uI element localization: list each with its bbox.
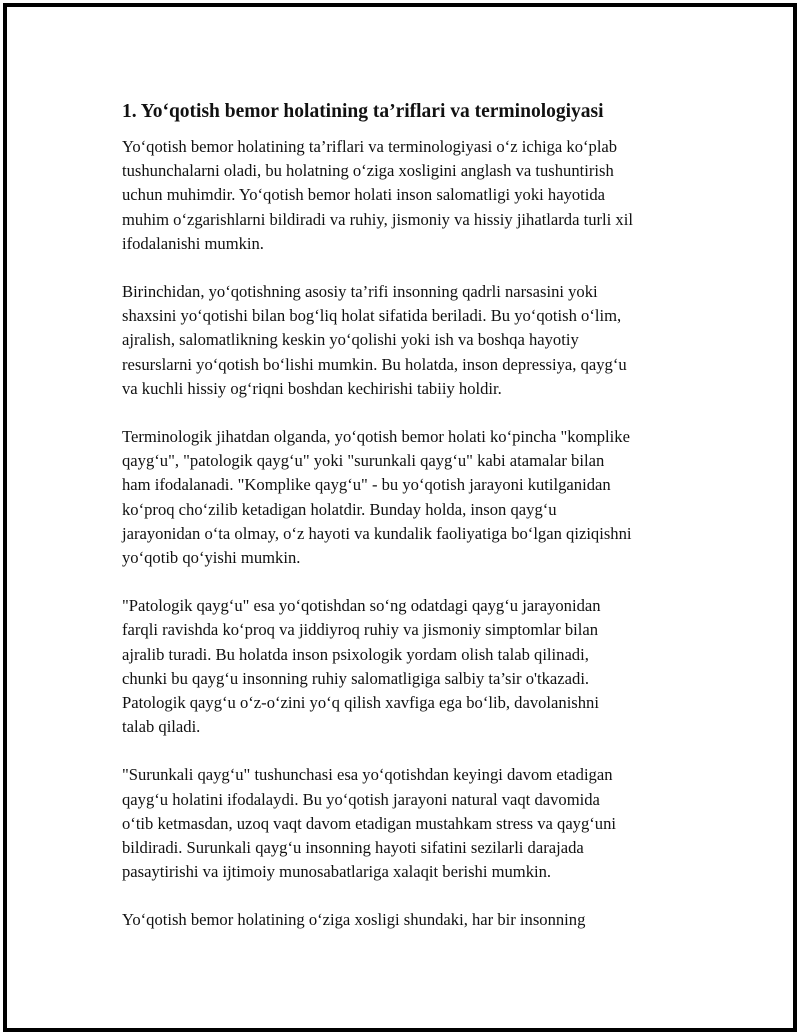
document-body	[122, 99, 702, 957]
text-line: "Surunkali qayg‘u" tushunchasi esa yo‘qotishdan keyingi davom etadigan	[122, 765, 613, 785]
text-line: muhim o‘zgarishlarni bildiradi va ruhiy, jismoniy va hissiy jihatlarda turli xil	[122, 209, 633, 229]
text-line: o‘tib ketmasdan, uzoq vaqt davom etadigan mustahkam stress va qayg‘uni	[122, 813, 617, 833]
text-line: Terminologik jihatdan olganda, yo‘qotish bemor holati ko‘pincha "komplike	[122, 427, 630, 447]
text-line: shaxsini yo‘qotishi bilan bog‘liq holat sifatida beriladi. Bu yo‘qotish o‘lim,	[122, 306, 622, 326]
text-line: ham ifodalanadi. "Komplike qayg‘u" - bu yo‘qotish jarayoni kutilganidan	[122, 475, 611, 495]
text-line: Patologik qayg‘u o‘z-o‘zini yo‘q qilish xavfiga ega bo‘lib, davolanishni	[122, 693, 599, 713]
text-line: tushunchalarni oladi, bu holatning o‘ziga xosligini anglash va tushuntirish	[122, 161, 614, 181]
text-line: va kuchli hissiy og‘riqni boshdan kechirishi tabiiy holdir.	[122, 378, 502, 398]
paragraph	[122, 425, 702, 570]
text-line: Birinchidan, yo‘qotishning asosiy ta’rifi insonning qadrli narsasini yoki	[122, 282, 598, 302]
paragraph	[122, 594, 702, 739]
text-line: resurslarni yo‘qotish bo‘lishi mumkin. Bu holatda, inson depressiya, qayg‘u	[122, 354, 627, 374]
text-line: ajralib turadi. Bu holatda inson psixologik yordam olish talab qilinadi,	[122, 644, 589, 664]
section-heading: 1. Yo‘qotish bemor holatining ta’riflari va terminologiyasi	[122, 101, 604, 122]
text-line: jarayonidan o‘ta olmay, o‘z hayoti va kundalik faoliyatiga bo‘lgan qiziqishni	[122, 523, 632, 543]
text-line: ajralish, salomatlikning keskin yo‘qolishi yoki ish va boshqa hayotiy	[122, 330, 579, 350]
paragraph	[122, 763, 702, 884]
text-line: farqli ravishda ko‘proq va jiddiyroq ruhiy va jismoniy simptomlar bilan	[122, 620, 599, 640]
page-frame	[3, 3, 797, 1032]
text-line: chunki bu qayg‘u insonning ruhiy salomatligiga salbiy ta’sir o'tkazadi.	[122, 668, 590, 688]
text-line: qayg‘u", "patologik qayg‘u" yoki "surunkali qayg‘u" kabi atamalar bilan	[122, 451, 605, 471]
text-line: Yo‘qotish bemor holatining o‘ziga xosligi shundaki, har bir insonning	[122, 910, 586, 930]
paragraph	[122, 908, 702, 932]
text-line: Yo‘qotish bemor holatining ta’riflari va terminologiyasi o‘z ichiga ko‘plab	[122, 137, 618, 156]
text-line: bildiradi. Surunkali qayg‘u insonning hayoti sifatini sezilarli darajada	[122, 838, 584, 858]
text-line: talab qiladi.	[122, 717, 201, 737]
text-line: ko‘proq cho‘zilib ketadigan holatdir. Bunday holda, inson qayg‘u	[122, 499, 557, 519]
text-line: qayg‘u holatini ifodalaydi. Bu yo‘qotish jarayoni natural vaqt davomida	[122, 789, 600, 809]
paragraph	[122, 135, 702, 256]
text-line: ifodalanishi mumkin.	[122, 233, 264, 253]
paragraph	[122, 280, 702, 401]
text-line: uchun muhimdir. Yo‘qotish bemor holati inson salomatligi yoki hayotida	[122, 185, 606, 205]
text-line: "Patologik qayg‘u" esa yo‘qotishdan so‘ng odatdagi qayg‘u jarayonidan	[122, 596, 601, 616]
text-line: pasaytirishi va ijtimoiy munosabatlariga xalaqit berishi mumkin.	[122, 862, 552, 882]
text-line: yo‘qotib qo‘yishi mumkin.	[122, 548, 301, 568]
